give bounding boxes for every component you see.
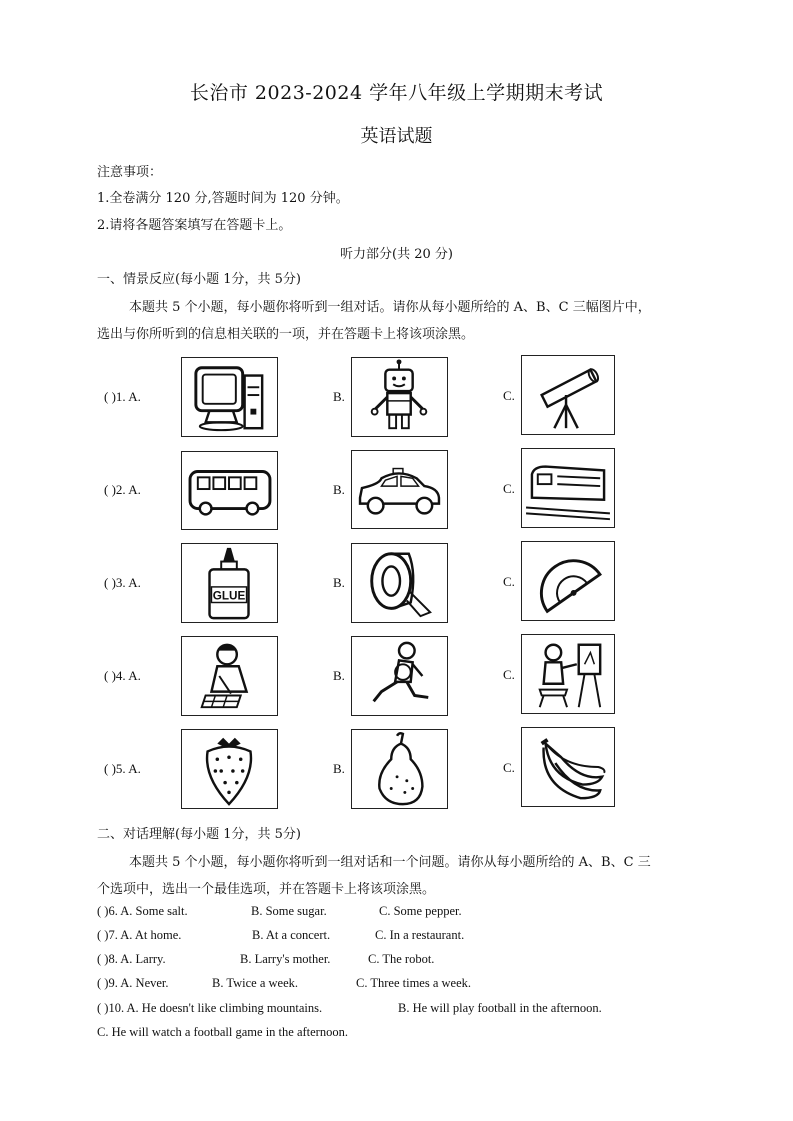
boy-painting-icon xyxy=(522,635,614,713)
glue-label-text: GLUE xyxy=(212,589,246,603)
q3-option-c-label: C. xyxy=(503,574,515,589)
listening-section-title: 听力部分(共 20 分) xyxy=(340,247,453,262)
boy-running-icon xyxy=(352,637,447,715)
part2-instruction-line1: 本题共 5 个小题，每小题你将听到一组对话和一个问题。请你从每小题所给的 A、B、C 三 xyxy=(129,855,651,870)
q7-option-b: B. At a concert. xyxy=(252,928,331,942)
strawberry-icon xyxy=(182,730,277,808)
pear-icon xyxy=(352,730,447,808)
q3-option-b-image[interactable] xyxy=(351,543,448,623)
telescope-icon xyxy=(522,356,614,434)
exam-subtitle: 英语试题 xyxy=(360,126,433,147)
q4-option-c-label: C. xyxy=(503,667,515,682)
q3-label: ( )3. A. xyxy=(104,575,141,590)
q5-option-b-label: B. xyxy=(333,761,345,776)
q2-option-b-label: B. xyxy=(333,482,345,497)
q3-option-a-image[interactable] xyxy=(181,543,278,623)
q8-option-a: ( )8. A. Larry. xyxy=(97,952,166,966)
q2-label: ( )2. A. xyxy=(104,482,141,497)
boy-puzzle-icon xyxy=(182,637,277,715)
notes-item-1: 1.全卷满分 120 分,答题时间为 120 分钟。 xyxy=(97,191,349,206)
tape-icon xyxy=(352,544,447,622)
q4-option-c-image[interactable] xyxy=(521,634,615,714)
q6-option-b: B. Some sugar. xyxy=(251,904,327,918)
q9-option-c: C. Three times a week. xyxy=(356,976,472,990)
q5-option-c-label: C. xyxy=(503,760,515,775)
train-icon xyxy=(522,449,614,527)
q1-option-b-image[interactable] xyxy=(351,357,448,437)
q1-option-c-label: C. xyxy=(503,388,515,403)
computer-icon xyxy=(182,358,277,436)
q2-option-c-image[interactable] xyxy=(521,448,615,528)
bananas-icon xyxy=(522,728,614,806)
q5-label: ( )5. A. xyxy=(104,761,141,776)
q2-option-b-image[interactable] xyxy=(351,450,448,529)
q1-label: ( )1. A. xyxy=(104,389,141,404)
notes-heading: 注意事项： xyxy=(97,165,163,180)
part2-instruction-line2: 个选项中，选出一个最佳选项，并在答题卡上将该项涂黑。 xyxy=(97,882,436,897)
q3-option-b-label: B. xyxy=(333,575,345,590)
part2-heading: 二、对话理解(每小题 1分，共 5分) xyxy=(97,827,301,842)
exam-title: 长治市 2023-2024 学年八年级上学期期末考试 xyxy=(189,82,604,104)
q4-label: ( )4. A. xyxy=(104,668,141,683)
q9-option-b: B. Twice a week. xyxy=(212,976,299,990)
part1-instruction-line2: 选出与你所听到的信息相关联的一项，并在答题卡上将该项涂黑。 xyxy=(97,327,475,342)
q10-option-b: B. He will play football in the afternoon. xyxy=(398,1001,602,1015)
notes-item-2: 2.请将各题答案填写在答题卡上。 xyxy=(97,218,292,233)
part1-heading: 一、情景反应(每小题 1分，共 5分) xyxy=(97,272,301,287)
q8-option-b: B. Larry's mother. xyxy=(240,952,331,966)
q4-option-b-image[interactable] xyxy=(351,636,448,716)
q5-option-b-image[interactable] xyxy=(351,729,448,809)
q6-option-a: ( )6. A. Some salt. xyxy=(97,904,188,918)
q10-option-c: C. He will watch a football game in the afternoon. xyxy=(97,1025,348,1039)
q6-option-c: C. Some pepper. xyxy=(379,904,462,918)
bus-icon xyxy=(182,452,277,529)
q1-option-a-image[interactable] xyxy=(181,357,278,437)
q1-option-c-image[interactable] xyxy=(521,355,615,435)
q9-option-a: ( )9. A. Never. xyxy=(97,976,169,990)
robot-icon xyxy=(352,358,447,436)
q8-option-c: C. The robot. xyxy=(368,952,435,966)
q5-option-a-image[interactable] xyxy=(181,729,278,809)
part1-instruction-line1: 本题共 5 个小题，每小题你将听到一组对话。请你从每小题所给的 A、B、C 三幅图片中， xyxy=(129,300,651,315)
q1-option-b-label: B. xyxy=(333,389,345,404)
q4-option-a-image[interactable] xyxy=(181,636,278,716)
q10-option-a: ( )10. A. He doesn't like climbing mountains. xyxy=(97,1001,323,1015)
q4-option-b-label: B. xyxy=(333,668,345,683)
glue-icon xyxy=(182,544,277,622)
q7-option-c: C. In a restaurant. xyxy=(375,928,465,942)
q3-option-c-image[interactable] xyxy=(521,541,615,621)
q5-option-c-image[interactable] xyxy=(521,727,615,807)
protractor-icon xyxy=(522,542,614,620)
car-icon xyxy=(352,451,447,528)
q7-option-a: ( )7. A. At home. xyxy=(97,928,182,942)
q2-option-a-image[interactable] xyxy=(181,451,278,530)
q2-option-c-label: C. xyxy=(503,481,515,496)
